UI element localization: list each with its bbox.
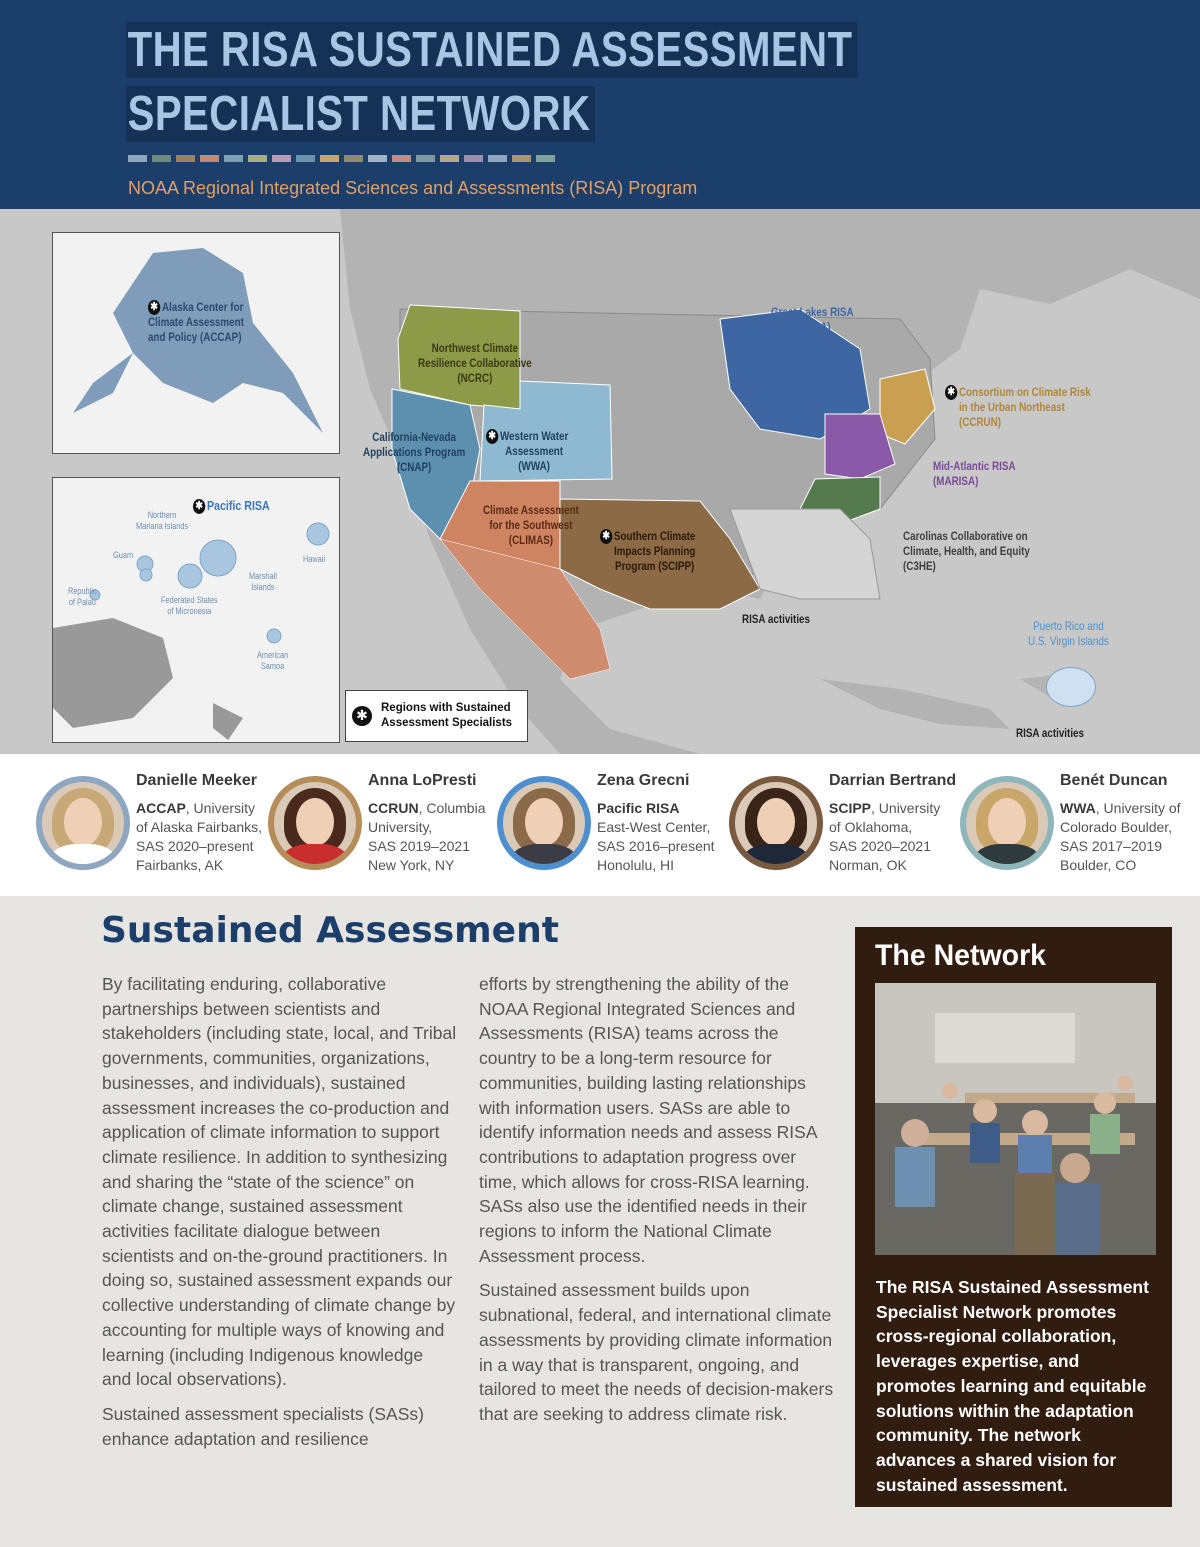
c3he-label: Carolinas Collaborative on Climate, Health, and Equity (C3HE): [903, 529, 1030, 573]
specialist-card: [36, 772, 268, 884]
color-stripe-segment: [488, 155, 507, 162]
legend-text: Regions with Sustained Assessment Specialists: [381, 702, 513, 729]
meeting-photo: [875, 983, 1156, 1255]
network-sidebar: [855, 927, 1172, 1507]
color-stripe-segment: [320, 155, 339, 162]
page-title-line-1: THE RISA SUSTAINED ASSESSMENT: [126, 22, 857, 78]
ccrun-label: ✱ Consortium on Climate Risk in the Urban Northeast (CCRUN): [945, 385, 1091, 430]
wwa-label: ✱ Western Water Assessment (WWA): [486, 429, 568, 474]
color-stripe-segment: [344, 155, 363, 162]
paragraph: efforts by strengthening the ability of the NOAA Regional Integrated Sciences and Assessments (RISA) teams across the country to be a long-term resource for communities, building lasting relationships with information users. SASs are able to identify information needs and assess RISA contributions to adaptation progress over time, which allows for cross-RISA learning. SASs also use the identified needs in their regions to inform the National Climate Assessment process.: [479, 974, 817, 1266]
section-heading: Sustained Assessment: [101, 910, 559, 951]
specialist-details: Pacific RISA East-West Center, SAS 2016–present Honolulu, HI: [597, 800, 715, 873]
avatar: [729, 776, 823, 870]
specialist-name: Benét Duncan: [1060, 772, 1168, 789]
label-micronesia: Federated States of Micronesia: [161, 595, 218, 616]
network-description: The RISA Sustained Assessment Specialist Network promotes cross-regional collaboration, leverages expertise, and promotes learning and equitable solutions within the adaptation community. The network advances a shared vision for sustained assessment.: [876, 1277, 1149, 1495]
color-stripe-segment: [248, 155, 267, 162]
puerto-rico-label: Puerto Rico and U.S. Virgin Islands: [1028, 619, 1109, 648]
specialist-org: CCRUN: [368, 800, 419, 816]
specialist-org: ACCAP: [136, 800, 186, 816]
color-stripe-segment: [368, 155, 387, 162]
network-title: The Network: [875, 939, 1047, 972]
color-stripe-segment: [392, 155, 411, 162]
star-icon: ✱: [193, 499, 205, 514]
color-stripe-segment: [272, 155, 291, 162]
color-stripe-segment: [440, 155, 459, 162]
pacific-inset: [52, 477, 340, 743]
specialist-details: ACCAP, University of Alaska Fairbanks, SAS 2020–present Fairbanks, AK: [136, 800, 263, 873]
specialist-name: Danielle Meeker: [136, 772, 257, 789]
label-hawaii: Hawaii: [303, 554, 326, 564]
star-icon: ✱: [945, 385, 957, 400]
cnap-label: California-Nevada Applications Program (CNAP): [363, 430, 466, 474]
ncrc-label: Northwest Climate Resilience Collaborative (NCRC): [418, 341, 532, 385]
specialist-org: WWA: [1060, 800, 1096, 816]
color-stripe-segment: [128, 155, 147, 162]
scipp-label: ✱ Southern Climate Impacts Planning Program (SCIPP): [600, 529, 695, 574]
specialist-name: Darrian Bertrand: [829, 772, 957, 789]
avatar: [268, 776, 362, 870]
alaska-inset: [52, 232, 340, 454]
pacific-risa-label: ✱ Pacific RISA: [193, 498, 270, 514]
avatar: [36, 776, 130, 870]
puerto-rico-circle: [1046, 667, 1096, 707]
label-marshall: Marshall Islands: [249, 571, 277, 592]
text-column-2: [479, 972, 834, 1437]
specialist-details: CCRUN, Columbia University, SAS 2019–2021 New York, NY: [368, 800, 486, 873]
specialist-org: Pacific RISA: [597, 800, 680, 816]
specialist-card: [960, 772, 1192, 884]
risa-activities-label: RISA activities: [742, 612, 810, 626]
color-stripe: [128, 155, 560, 162]
specialist-details: SCIPP, University of Oklahoma, SAS 2020–2021 Norman, OK: [829, 800, 941, 873]
text-column-1: [102, 972, 457, 1461]
specialist-card: [729, 772, 961, 884]
label-guam: Guam: [113, 550, 134, 560]
map-legend: [345, 690, 528, 742]
header-banner: [0, 0, 1200, 209]
color-stripe-segment: [296, 155, 315, 162]
specialist-org: SCIPP: [829, 800, 872, 816]
color-stripe-segment: [200, 155, 219, 162]
glisa-label: Great Lakes RISA (GLISA): [771, 305, 854, 334]
avatar: [960, 776, 1054, 870]
color-stripe-segment: [224, 155, 243, 162]
color-stripe-segment: [464, 155, 483, 162]
star-icon: ✱: [148, 300, 160, 315]
page-title-line-2: SPECIALIST NETWORK: [126, 86, 595, 142]
label-palau: Republic of Palau: [68, 586, 97, 607]
color-stripe-segment: [152, 155, 171, 162]
risa-map: [0, 209, 1200, 754]
program-subtitle: NOAA Regional Integrated Sciences and Assessments (RISA) Program: [128, 178, 698, 198]
specialists-row: [0, 754, 1200, 896]
risa-activities-pr-label: RISA activities: [1016, 726, 1084, 740]
specialist-details: WWA, University of Colorado Boulder, SAS 2017–2019 Boulder, CO: [1060, 800, 1181, 873]
star-icon: ✱: [600, 529, 612, 544]
color-stripe-segment: [512, 155, 531, 162]
star-icon: ✱: [486, 429, 498, 444]
specialist-card: [497, 772, 729, 884]
specialist-name: Anna LoPresti: [368, 772, 477, 789]
specialist-card: [268, 772, 500, 884]
paragraph: Sustained assessment builds upon subnational, federal, and international climate assessments by providing climate information in a way that is transparent, ongoing, and tailored to meet the needs of decision-makers that are seeking to address climate risk.: [479, 1280, 834, 1424]
label-samoa: American Samoa: [257, 650, 289, 671]
specialist-name: Zena Grecni: [597, 772, 690, 789]
climas-label: Climate Assessment for the Southwest (CLIMAS): [483, 503, 579, 547]
star-icon: ✱: [352, 706, 372, 726]
avatar: [497, 776, 591, 870]
paragraph: Sustained assessment specialists (SASs) enhance adaptation and resilience: [102, 1403, 424, 1449]
color-stripe-segment: [176, 155, 195, 162]
color-stripe-segment: [416, 155, 435, 162]
label-northern-mariana: Northern Mariana Islands: [136, 510, 189, 531]
paragraph: By facilitating enduring, collaborative partnerships between scientists and stakeholders (including state, local, and Tribal governments, communities, organizations, businesses, and individuals), sustained assessment increases the co-production and application of climate information to support climate resilience. In addition to synthesizing and sharing the “state of the science” on climate change, sustained assessment activities facilitate dialogue between scientists and on-the-ground practitioners. In doing so, sustained assessment expands our collective understanding of climate change by accounting for multiple ways of knowing and learning (including Indigenous knowledge and local observations).: [102, 974, 457, 1390]
color-stripe-segment: [536, 155, 555, 162]
accap-label: ✱ Alaska Center for Climate Assessment and Policy (ACCAP): [148, 300, 244, 345]
marisa-label: Mid-Atlantic RISA (MARISA): [933, 459, 1016, 488]
